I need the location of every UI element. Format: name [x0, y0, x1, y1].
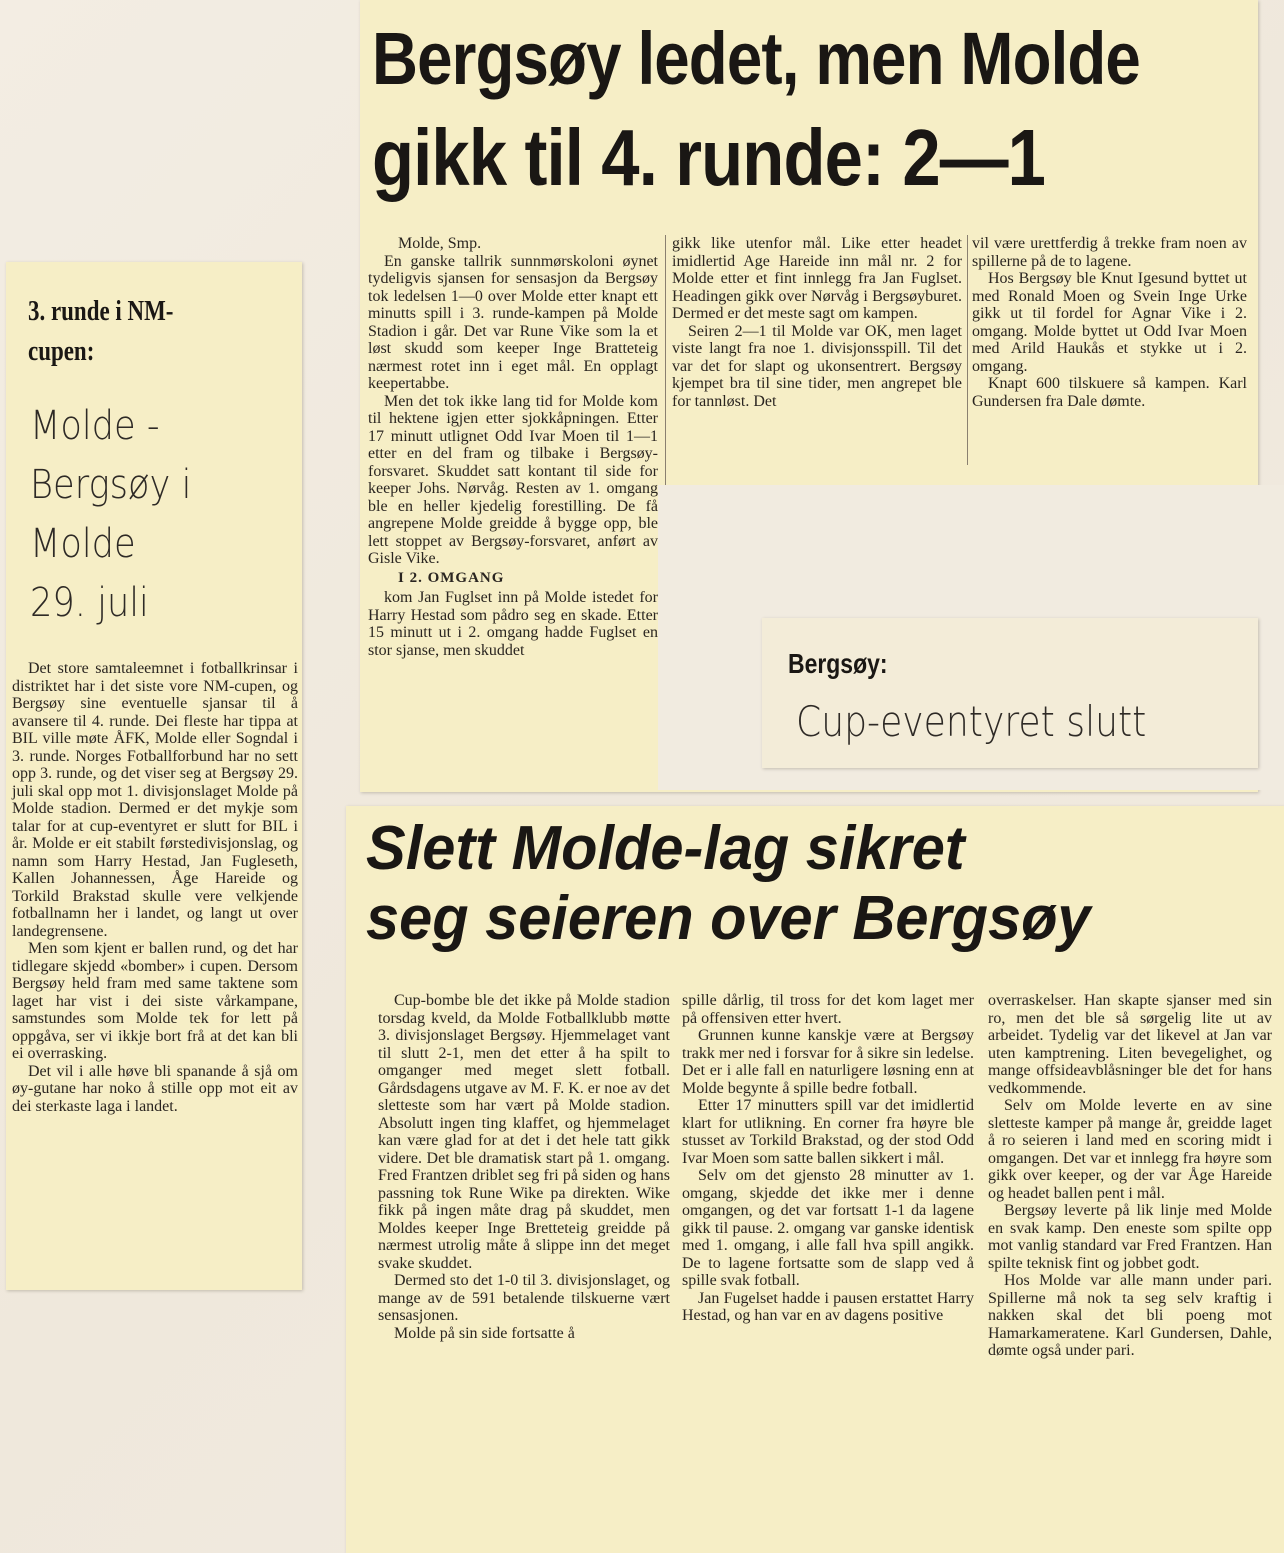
small-title: Cup-eventyret slutt — [796, 697, 1147, 746]
bottom-column-1 — [378, 992, 670, 1342]
bottom-paragraph: Jan Fugelset hadde i pausen erstattet Harry Hestad, og han var en av dagens positive — [682, 1289, 974, 1324]
top-column-1 — [368, 235, 658, 659]
clipping-small — [762, 618, 1258, 768]
top-headline-line2: gikk til 4. runde: 2—1 — [372, 113, 1046, 202]
left-kicker-line2: cupen: — [28, 336, 95, 367]
top-paragraph: Hos Bergsøy ble Knut Igesund byttet ut med Ronald Moen og Svein Inge Urke gikk ut til fordel for Agnar Vike i 2. omgang. Molde byttet ut Odd Ivar Moen med Arild Haukås et stykke ut i 2. omgang. — [972, 270, 1247, 375]
bottom-paragraph: spille dårlig, til tross for det kom laget mer på offensiven etter hvert. — [682, 992, 974, 1027]
left-title-line: 29. juli — [30, 580, 149, 626]
top-column-2 — [672, 235, 962, 410]
top-paragraph: Knapt 600 tilskuere så kampen. Karl Gundersen fra Dale dømte. — [972, 375, 1247, 410]
bottom-paragraph: Etter 17 minutters spill var det imidlertid klart for utlikning. En corner fra høyre ble stusset av Torkild Brakstad, og der stod Odd Ivar Moen som satte ballen sikkert i mål. — [682, 1097, 974, 1167]
left-title — [30, 397, 300, 633]
top-paragraph: gikk like utenfor mål. Like etter headet imidlertid Age Hareide inn mål nr. 2 for Molde etter et fint innlegg fra Jan Fuglset. Headingen gikk over Nørvåg i Bergsøyburet. Dermed er det meste sagt om kampen. — [672, 235, 962, 322]
top-paragraph: En ganske tallrik sunnmørskoloni øynet tydeligvis sjansen for sensasjon da Bergsøy tok ledelsen 1—0 over Molde etter knapt ett minutts spill i 3. runde-kampen på Molde Stadion i går. Det var Rune Vike som la et løst skudd som keeper Inge Bratteteig nærmest rotet inn i eget mål. En opplagt keepertabbe. — [368, 252, 658, 392]
clipping-left — [6, 262, 302, 1290]
left-paragraph: Men som kjent er ballen rund, og det har tidlegare skjedd «bomber» i cupen. Dersom Bergsøy held fram med same taktene som laget har vist i dei siste vårkampane, samstundes som Molde tek for lett på oppgåva, ser vi ikkje bort frå at det kan bli ei overrasking. — [12, 940, 298, 1062]
clipping-bottom — [346, 806, 1284, 1553]
top-headline-line1: Bergsøy ledet, men Molde — [372, 17, 1140, 100]
bottom-paragraph: Selv om Molde leverte en av sine sletteste kamper på mange år, greidde laget å ro seieren i land med en scoring midt i omgangen. Det var et innlegg fra høyre som gikk over keeper, og der var Åge Hareide og headet ballen pent i mål. — [988, 1097, 1272, 1202]
left-paragraph: Det vil i alle høve bli spanande å sjå om øy-gutane har noko å stille opp mot eit av dei sterkaste laga i landet. — [12, 1062, 298, 1115]
bottom-paragraph: Molde på sin side fortsatte å — [394, 1324, 575, 1342]
bottom-paragraph: Bergsøy leverte på lik linje med Molde en svak kamp. Den eneste som spilte opp mot vanlig standard var Fred Frantzen. Han spilte teknisk fint og jobbet godt. — [988, 1202, 1272, 1272]
top-subhead: I 2. OMGANG — [398, 569, 505, 586]
bottom-column-3 — [988, 992, 1272, 1360]
bottom-paragraph: Cup-bombe ble det ikke på Molde stadion torsdag kveld, da Molde Fotballklubb møtte 3. divisjonslaget Bergsøy. Hjemmelaget vant til slutt 2-1, men det etter å ha spilt to omganger med meget slett fotball. Gårdsdagens utgave av M. F. K. er noe av det sletteste som har vært på Molde stadion. Absolutt ingen ting klaffet, og hjemmelaget kan være glad for at det i det hele tatt gikk videre. Det ble dramatisk start på 1. omgang. Fred Frantzen driblet seg fri på siden og hans passning tok Rune Wike pa direkten. Wike fikk på ingen måte drag på skuddet, men Moldes keeper Inge Bretteteig greidde på nærmest utrolig måte å slippe inn det meget svake skuddet. — [378, 992, 670, 1272]
top-paragraph: Seiren 2—1 til Molde var OK, men laget viste langt fra noe 1. divisjonsspill. Til det var det for slapt og ukonsentrert. Bergsøy kjempet bra til sine tider, men angrepet ble for tannløst. Det — [672, 322, 962, 410]
column-rule — [967, 235, 968, 465]
left-title-line: Molde — [30, 521, 136, 567]
bottom-headline-line1: Slett Molde-lag sikret — [366, 814, 965, 883]
bottom-paragraph: Hos Molde var alle mann under pari. Spillerne må nok ta seg selv kraftig i nakken skal det bli poeng mot Hamarkameratene. Karl Gundersen, Dahle, dømte også under pari. — [988, 1272, 1272, 1359]
bottom-paragraph: Grunnen kunne kanskje være at Bergsøy trakk mer ned i forsvar for å sikre sin ledelse. Det er i alle fall en naturligere løsning enn at Molde begynte å spille bedre fotball. — [682, 1027, 974, 1097]
top-column-3 — [972, 235, 1247, 410]
bottom-paragraph: overraskelser. Han skapte sjanser med sin ro, men det ble så sørgelig lite ut av arbeidet. Tydelig var det likevel at Jan var uten kamptrening. Liten bevegelighet, og mange offsideavblåsninger ble det for hans vedkommende. — [988, 992, 1272, 1097]
bottom-column-2 — [682, 992, 974, 1325]
left-title-line: Molde - — [30, 403, 160, 449]
left-title-line: Bergsøy i — [30, 462, 192, 508]
bottom-paragraph: Dermed sto det 1-0 til 3. divisjonslaget, og mange av de 591 betalende tilskuerne vært sensasjonen. — [378, 1272, 670, 1324]
top-paragraph: vil være urettferdig å trekke fram noen av spillerne på de to lagene. — [972, 235, 1247, 270]
small-kicker: Bergsøy: — [788, 648, 888, 679]
left-kicker — [28, 292, 298, 372]
left-kicker-line1: 3. runde i NM- — [28, 296, 174, 327]
left-paragraph: Det store samtaleemnet i fotballkrinsar i distriktet har i det siste vore NM-cupen, og Bergsøy sine eventuelle sjansar til å avansere til 4. runde. Dei fleste har tippa at BIL ville møte ÅFK, Molde eller Sogndal i 3. runde. Norges Fotballforbund har no sett opp 3. runde, og det viser seg at Bergsøy 29. juli skal opp mot 1. divisjonslaget Molde på Molde stadion. Dermed er det mykje som talar for at cup-eventyret er slutt for BIL i år. Molde er eit stabilt førstedivisjonslag, og namn som Harry Hestad, Jan Fugleseth, Kallen Johannessen, Åge Hareide og Torkild Brakstad skulle vere velkjende fotballnamn her i landet, og langt ut over landegrensene. — [12, 660, 298, 940]
bottom-headline-line2: seg seieren over Bergsøy — [366, 884, 1091, 953]
top-paragraph: kom Jan Fuglset inn på Molde istedet for Harry Hestad som pådro seg en skade. Etter 15 minutt ut i 2. omgang hadde Fuglset en stor sjanse, men skuddet — [368, 589, 658, 659]
top-dateline: Molde, Smp. — [398, 235, 482, 252]
bottom-paragraph: Selv om det gjensto 28 minutter av 1. omgang, skjedde det ikke mer i denne omgangen, og det var fortsatt 1-1 da lagene gikk til pause. 2. omgang var ganske identisk med 1. omgang, i alle fall hva spill angikk. De to lagene fortsatte som de slapp ved å spille svak fotball. — [682, 1167, 974, 1289]
top-paragraph: Men det tok ikke lang tid for Molde kom til hektene igjen etter sjokkåpningen. Etter 17 minutt utlignet Odd Ivar Moen til 1—1 etter en del fram og tilbake i Bergsøy-forsvaret. Skuddet satt kontant til side for keeper Johs. Nørvåg. Resten av 1. omgang ble en heller kjedelig forestilling. De få angrepene Molde greidde å bygge opp, ble lett stoppet av Bergsøy-forsvaret, anført av Gisle Vike. — [368, 392, 658, 567]
top-headline — [372, 14, 1252, 212]
left-body — [12, 660, 298, 1115]
bottom-headline — [366, 814, 1276, 954]
